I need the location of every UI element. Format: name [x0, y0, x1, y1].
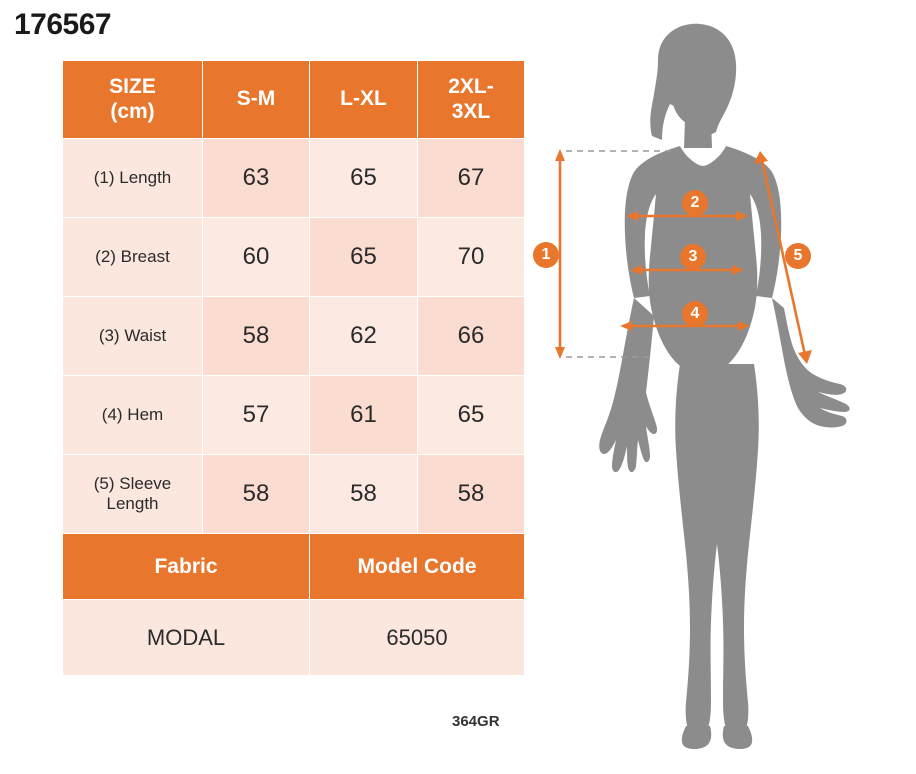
table-row	[63, 218, 525, 297]
cell-sleeve-2xl: 58	[418, 455, 525, 534]
measure-badge-length: 1	[533, 242, 559, 268]
measure-badge-sleeve: 5	[785, 243, 811, 269]
cell-length-lxl: 65	[310, 139, 418, 218]
cell-length-sm: 63	[203, 139, 310, 218]
header-2xl-3xl	[418, 61, 525, 139]
row-label-breast: (2) Breast	[63, 218, 203, 297]
footer-value-fabric: MODAL	[63, 600, 310, 676]
model-figure-panel	[530, 20, 910, 760]
row-label-length: (1) Length	[63, 139, 203, 218]
footer-header-model-code: Model Code	[310, 534, 525, 600]
table-header-row	[63, 61, 525, 139]
header-size-line2: (cm)	[110, 99, 155, 123]
cell-breast-lxl: 65	[310, 218, 418, 297]
footer-value-model-code: 65050	[310, 600, 525, 676]
row-label-hem: (4) Hem	[63, 376, 203, 455]
cell-waist-2xl: 66	[418, 297, 525, 376]
cell-waist-sm: 58	[203, 297, 310, 376]
cell-length-2xl: 67	[418, 139, 525, 218]
header-lxl: L-XL	[310, 61, 418, 139]
weight-code: 364GR	[452, 713, 500, 730]
table-row	[63, 455, 525, 534]
silhouette-shape	[599, 24, 849, 749]
header-size-line1: SIZE	[109, 75, 156, 99]
cell-breast-2xl: 70	[418, 218, 525, 297]
measure-badge-breast: 2	[682, 190, 708, 216]
cell-sleeve-lxl: 58	[310, 455, 418, 534]
measure-badge-hem: 4	[682, 301, 708, 327]
product-code: 176567	[14, 8, 112, 41]
cell-hem-2xl: 65	[418, 376, 525, 455]
cell-waist-lxl: 62	[310, 297, 418, 376]
cell-breast-sm: 60	[203, 218, 310, 297]
row-label-waist: (3) Waist	[63, 297, 203, 376]
table-row	[63, 376, 525, 455]
row-label-sleeve-line1: (5) Sleeve	[93, 473, 172, 493]
measure-badge-waist: 3	[680, 244, 706, 270]
female-body-silhouette	[530, 20, 910, 760]
row-label-sleeve-line2: Length	[106, 494, 159, 513]
cell-hem-sm: 57	[203, 376, 310, 455]
table-row	[63, 297, 525, 376]
header-sm: S-M	[203, 61, 310, 139]
header-2xl-line1: 2XL-	[448, 75, 494, 99]
header-2xl-line2: 3XL	[451, 99, 491, 123]
cell-sleeve-sm: 58	[203, 455, 310, 534]
cell-hem-lxl: 61	[310, 376, 418, 455]
table-row	[63, 139, 525, 218]
table-footer-header-row	[63, 534, 525, 600]
footer-header-fabric: Fabric	[63, 534, 310, 600]
header-size	[63, 61, 203, 139]
row-label-sleeve-length	[63, 455, 203, 534]
size-table	[62, 60, 525, 676]
table-footer-value-row	[63, 600, 525, 676]
